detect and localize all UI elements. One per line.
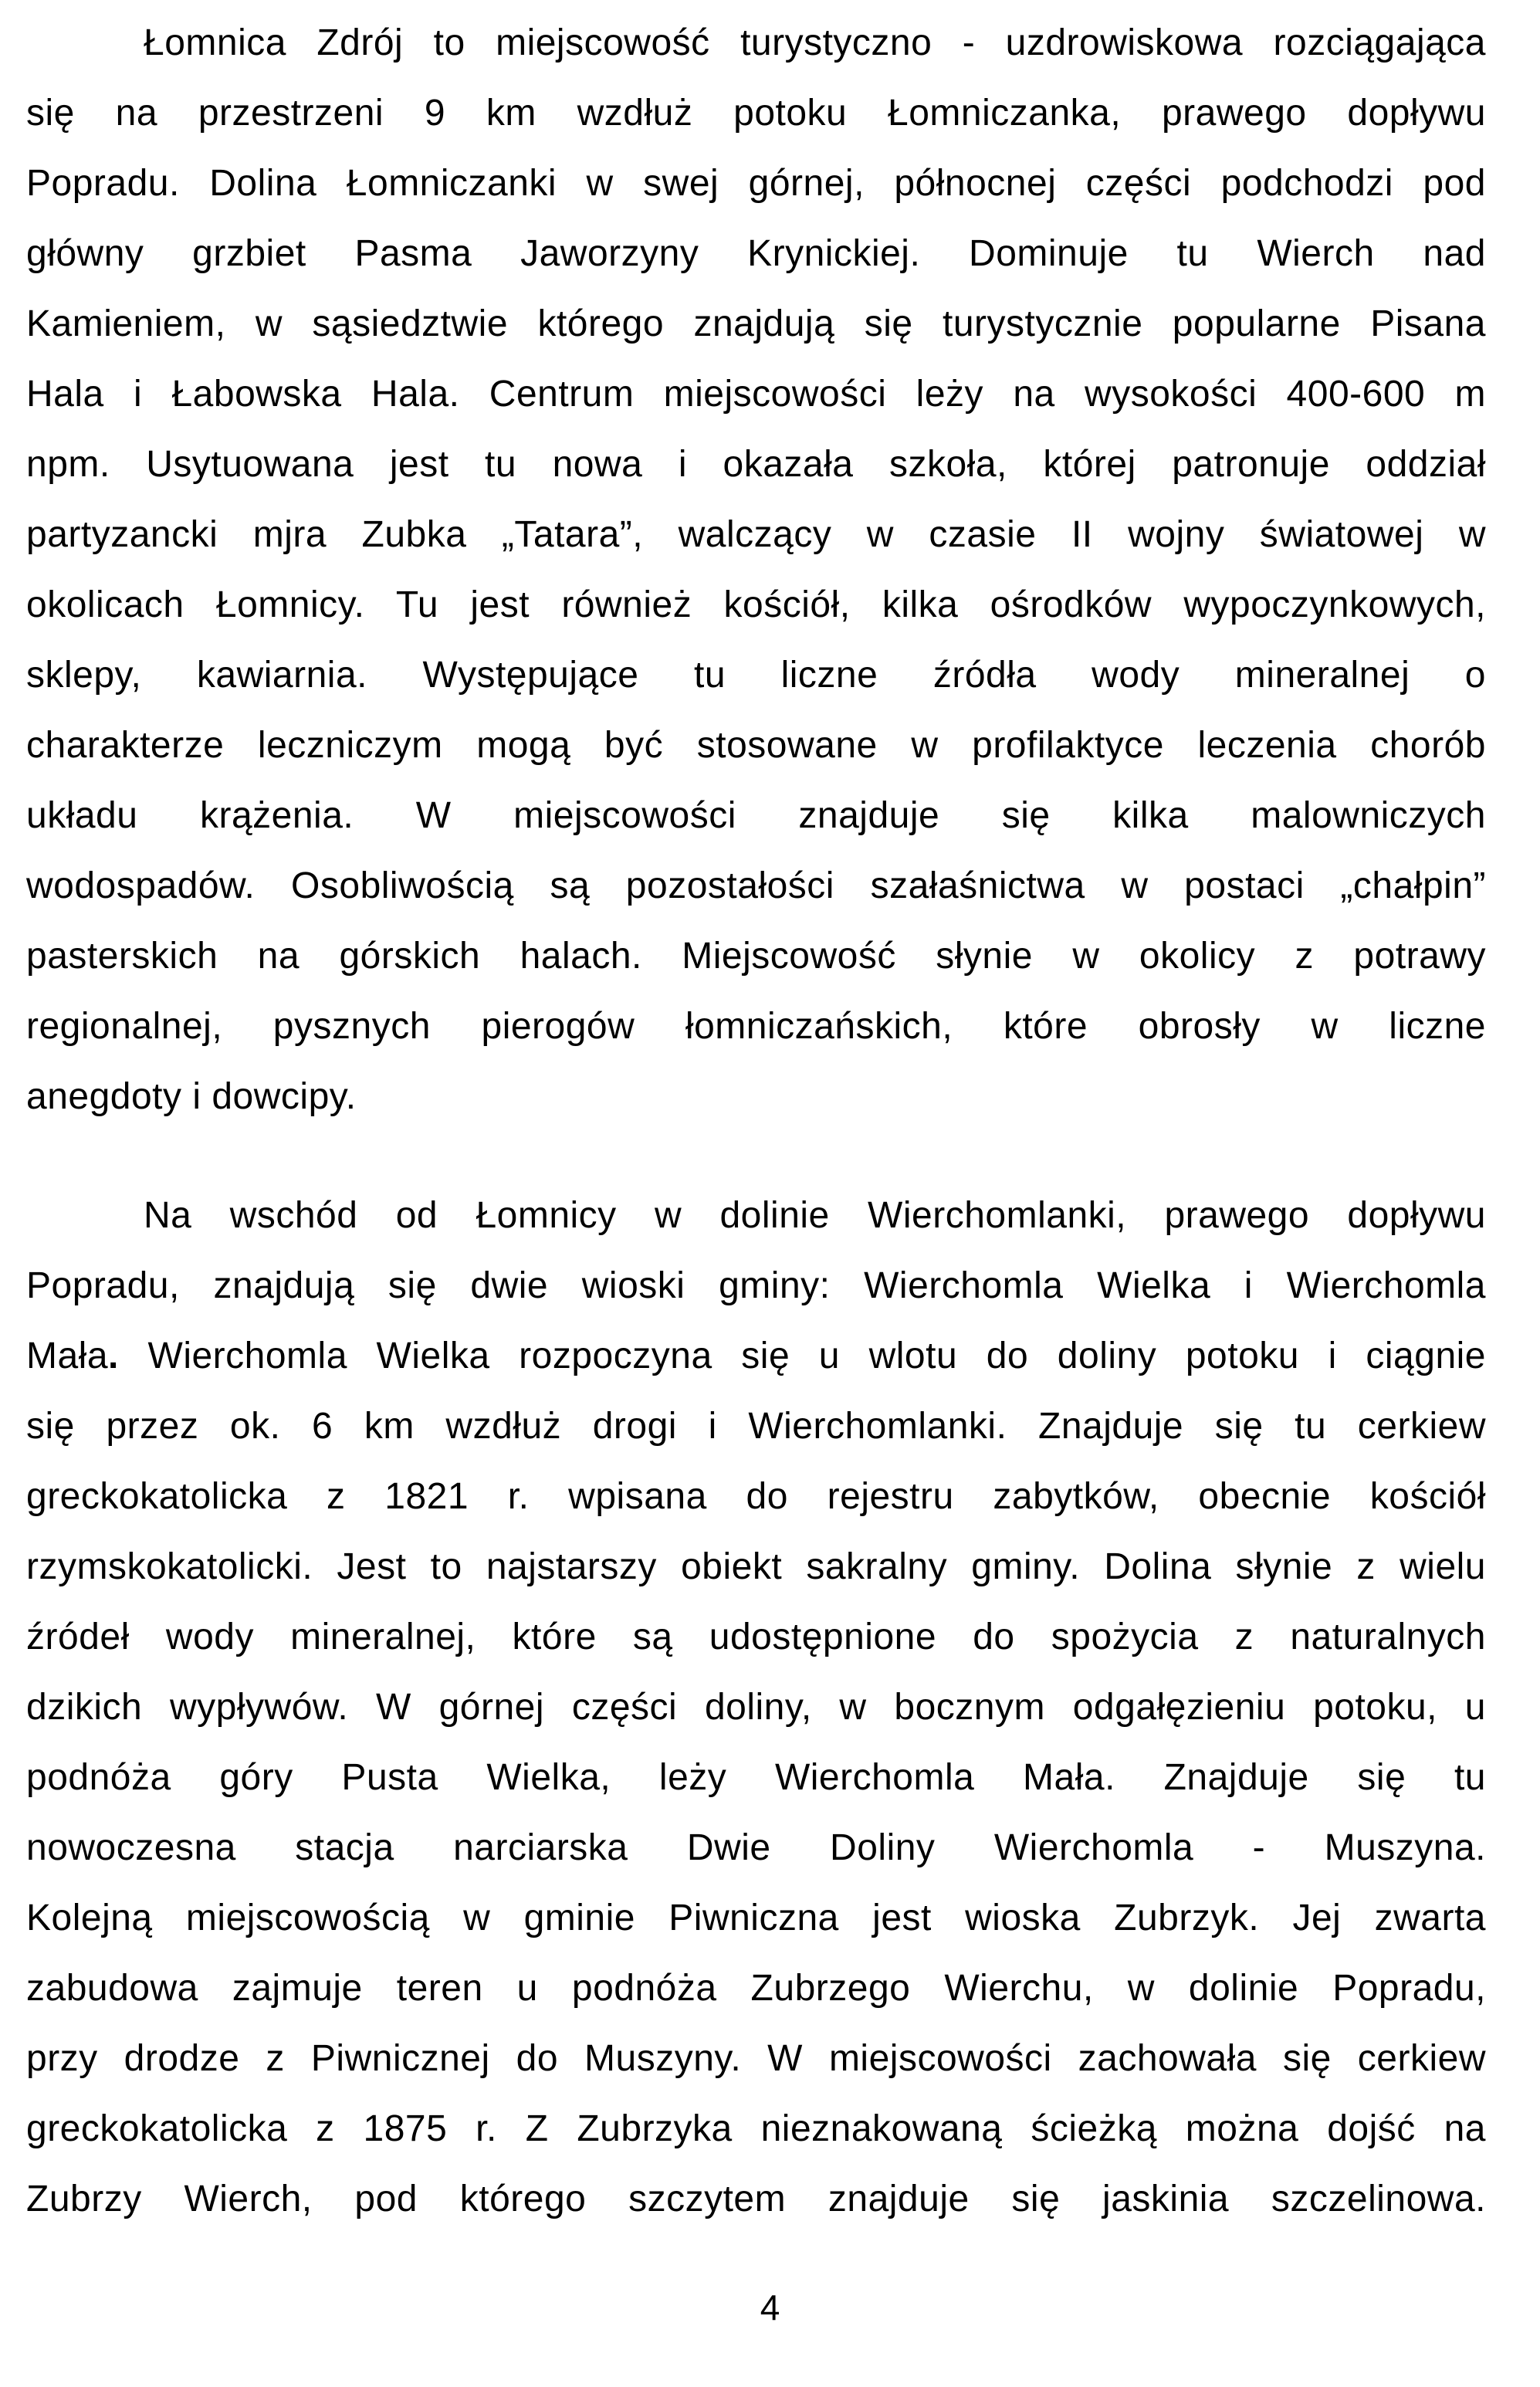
text-line: przy drodze z Piwnicznej do Muszyny. W miejscowości zachowała się cerkiew <box>26 2038 1486 2079</box>
text-line: Łomnica Zdrój to miejscowość turystyczno - uzdrowiskowa rozciągająca <box>144 22 1486 63</box>
text-line: Na wschód od Łomnicy w dolinie Wierchomlanki, prawego dopływu <box>144 1195 1486 1236</box>
text-line: charakterze leczniczym mogą być stosowane w profilaktyce leczenia chorób <box>26 725 1486 766</box>
text-line: okolicach Łomnicy. Tu jest również kościół, kilka ośrodków wypoczynkowych, <box>26 584 1486 625</box>
text-line: Kamieniem, w sąsiedztwie którego znajdują się turystycznie popularne Pisana <box>26 303 1486 344</box>
text-line: się na przestrzeni 9 km wzdłuż potoku Łomniczanka, prawego dopływu <box>26 93 1486 134</box>
text-line: układu krążenia. W miejscowości znajduje się kilka malowniczych <box>26 795 1486 836</box>
text-line: pasterskich na górskich halach. Miejscowość słynie w okolicy z potrawy <box>26 936 1486 977</box>
paragraph <box>26 8 1486 1132</box>
text-line: dzikich wypływów. W górnej części doliny, w bocznym odgałęzieniu potoku, u <box>26 1687 1486 1728</box>
text-line: anegdoty i dowcipy. <box>26 1076 357 1117</box>
text-line: Kolejną miejscowością w gminie Piwniczna jest wioska Zubrzyk. Jej zwarta <box>26 1898 1486 1938</box>
text-line: się przez ok. 6 km wzdłuż drogi i Wierchomlanki. Znajduje się tu cerkiew <box>26 1406 1486 1447</box>
text-line: wodospadów. Osobliwością są pozostałości szałaśnictwa w postaci „chałpin” <box>26 865 1486 906</box>
text-line: główny grzbiet Pasma Jaworzyny Krynickiej. Dominuje tu Wierch nad <box>26 233 1486 274</box>
text-line: Popradu, znajdują się dwie wioski gminy: Wierchomla Wielka i Wierchomla <box>26 1265 1486 1306</box>
text-line: Mała. Wierchomla Wielka rozpoczyna się u wlotu do doliny potoku i ciągnie <box>26 1336 1486 1376</box>
text-line: źródeł wody mineralnej, które są udostępnione do spożycia z naturalnych <box>26 1617 1486 1657</box>
text-line: podnóża góry Pusta Wielka, leży Wierchomla Mała. Znajduje się tu <box>26 1757 1486 1798</box>
text-line: nowoczesna stacja narciarska Dwie Doliny Wierchomla - Muszyna. <box>26 1827 1486 1868</box>
text-line: Popradu. Dolina Łomniczanki w swej górnej, północnej części podchodzi pod <box>26 163 1486 204</box>
text-line: zabudowa zajmuje teren u podnóża Zubrzego Wierchu, w dolinie Popradu, <box>26 1968 1486 2009</box>
text-line: greckokatolicka z 1875 r. Z Zubrzyka nieznakowaną ścieżką można dojść na <box>26 2108 1486 2149</box>
text-line: rzymskokatolicki. Jest to najstarszy obiekt sakralny gminy. Dolina słynie z wielu <box>26 1546 1486 1587</box>
paragraph <box>26 1180 1486 2234</box>
page-number: 4 <box>760 2287 780 2328</box>
text-line: npm. Usytuowana jest tu nowa i okazała szkoła, której patronuje oddział <box>26 444 1486 485</box>
text-line: greckokatolicka z 1821 r. wpisana do rejestru zabytków, obecnie kościół <box>26 1476 1486 1517</box>
text-line: Hala i Łabowska Hala. Centrum miejscowości leży na wysokości 400-600 m <box>26 374 1486 415</box>
text-line: Zubrzy Wierch, pod którego szczytem znajduje się jaskinia szczelinowa. <box>26 2179 1486 2219</box>
text-line: partyzancki mjra Zubka „Tatara”, walczący w czasie II wojny światowej w <box>26 514 1486 555</box>
text-line: sklepy, kawiarnia. Występujące tu liczne źródła wody mineralnej o <box>26 655 1486 696</box>
text-line: regionalnej, pysznych pierogów łomniczańskich, które obrosły w liczne <box>26 1006 1486 1047</box>
